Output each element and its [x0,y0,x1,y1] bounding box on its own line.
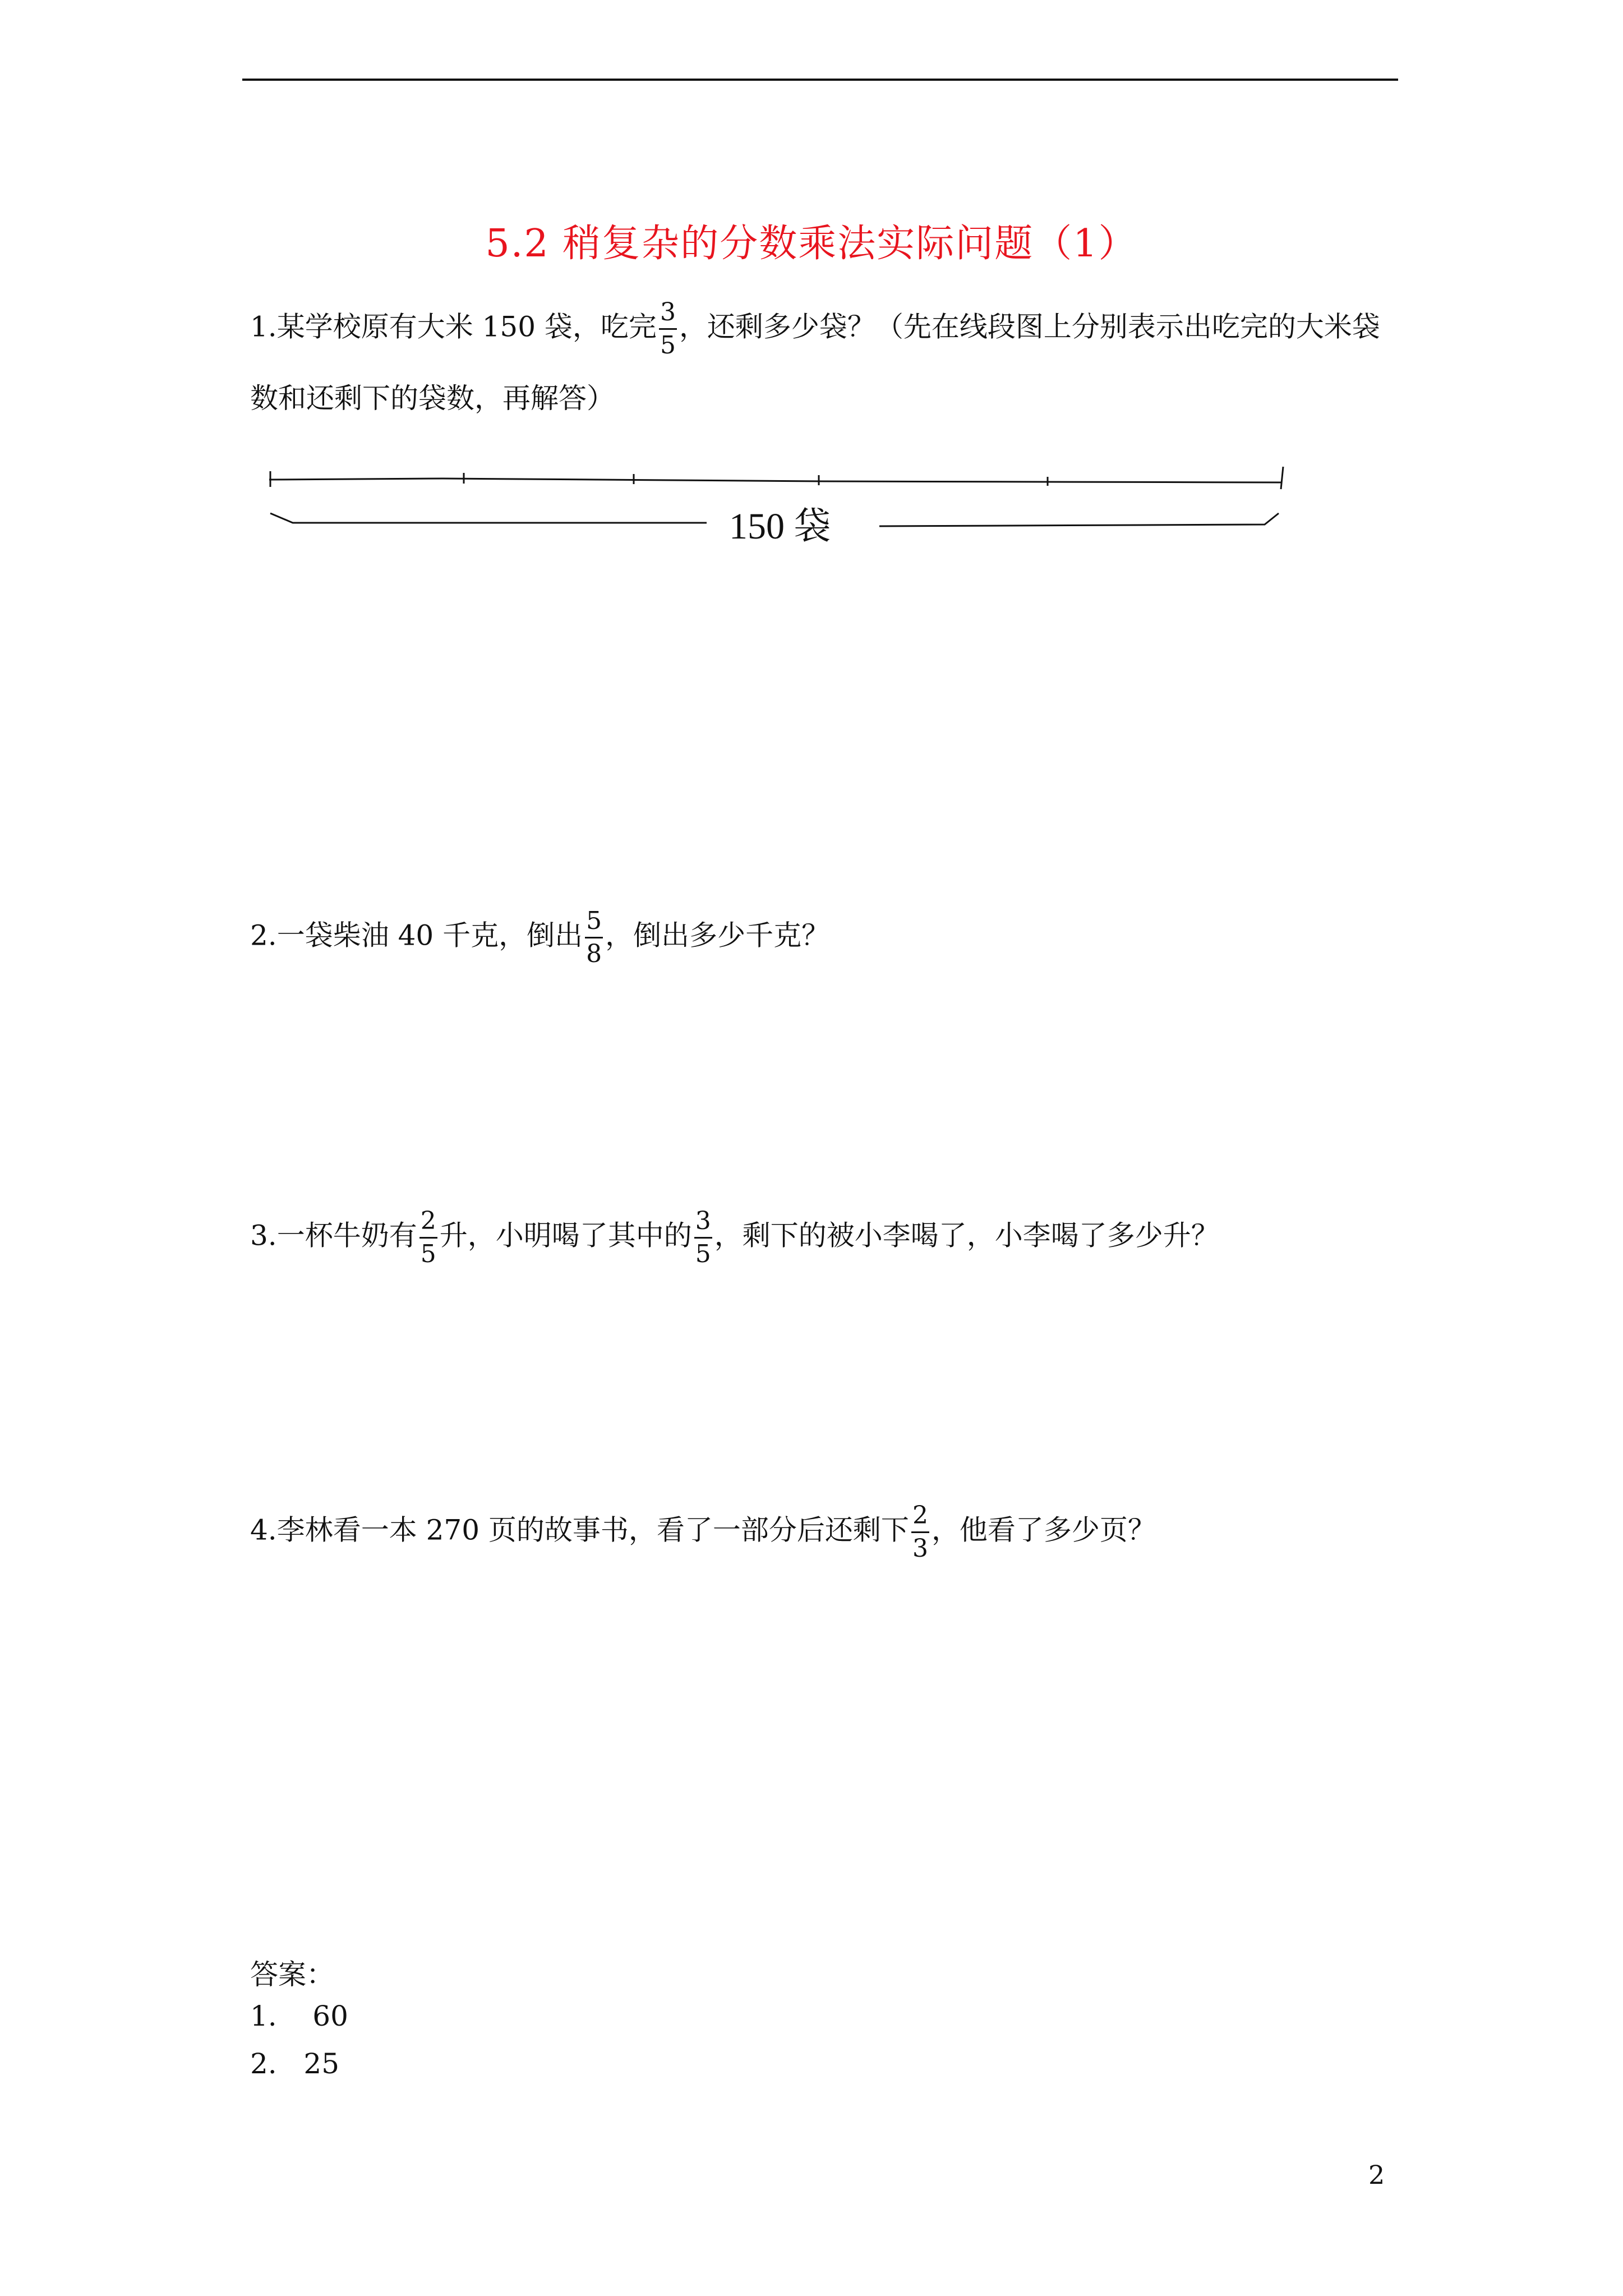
brace-left [270,513,707,523]
question-3-text-before: 3.一杯牛奶有 [250,1219,417,1252]
question-1-fraction: $\frac{3}{5}$ [660,298,676,360]
question-2-text-after: ，倒出多少千克？ [605,919,830,952]
question-4-text-after: ，他看了多少页？ [931,1513,1156,1547]
question-2-fraction: $\frac{5}{8}$ [586,907,602,968]
page-number: 2 [1368,2160,1385,2190]
question-1-text-before: 1.某学校原有大米 150 袋，吃完 [250,310,657,343]
answer-item: 2. 25 [250,2047,340,2080]
question-2 [250,909,829,967]
question-4-text-before: 4.李林看一本 270 页的故事书，看了一部分后还剩下 [250,1513,909,1547]
question-1 [250,300,1380,358]
question-4 [250,1503,1156,1561]
question-3-fraction-1: $\frac{2}{5}$ [420,1207,436,1268]
tick-mark [1281,467,1283,489]
header-rule [242,79,1398,81]
line-segment-diagram [258,454,1324,567]
segment-line [269,478,443,480]
question-3-text-after: ，剩下的被小李喝了，小李喝了多少升？ [714,1219,1219,1252]
diagram-total-label: 150 袋 [729,506,831,547]
question-4-fraction: $\frac{2}{3}$ [912,1501,928,1563]
question-3-fraction-2: $\frac{3}{5}$ [695,1207,711,1268]
segment-line [824,481,1281,482]
answers-heading: 答案： [250,1958,334,1991]
question-2-text-before: 2.一袋柴油 40 千克，倒出 [250,919,583,952]
question-1-text-after: ，还剩多少袋？（先在线段图上分别表示出吃完的大米袋 [679,310,1380,343]
brace-right [879,513,1279,526]
question-1-line2: 数和还剩下的袋数，再解答） [250,382,615,415]
answer-item: 1. 60 [250,2000,348,2032]
question-3-text-mid: 升，小明喝了其中的 [439,1219,692,1252]
question-3 [250,1209,1219,1267]
page-title: 5.2 稍复杂的分数乘法实际问题（1） [485,222,1138,266]
